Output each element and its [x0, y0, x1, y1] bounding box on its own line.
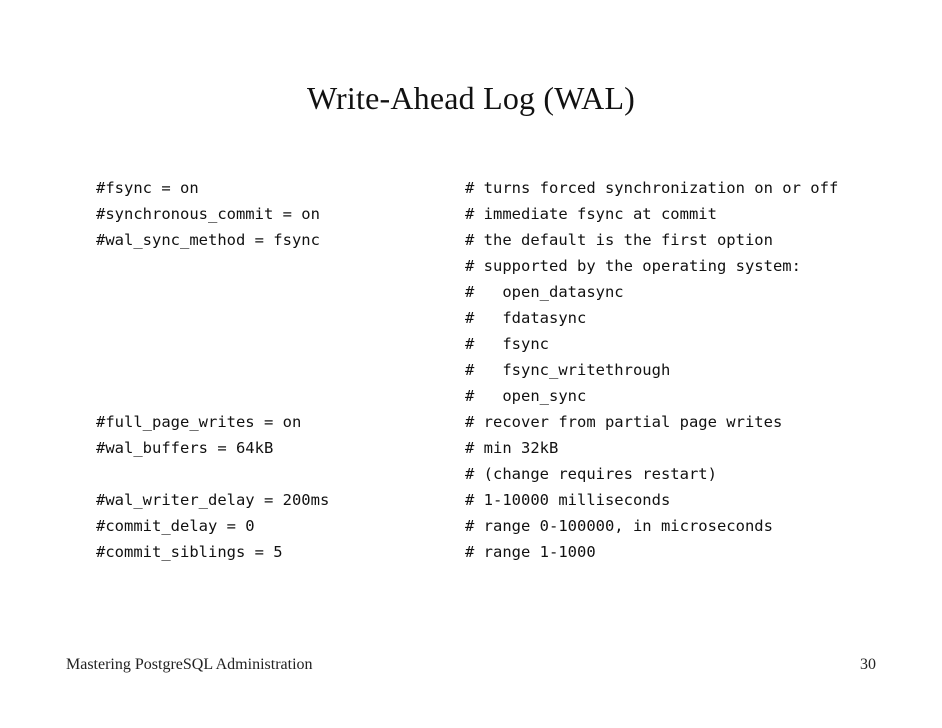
config-setting: #commit_delay = 0 — [96, 517, 255, 535]
config-setting: #wal_sync_method = fsync — [96, 231, 320, 249]
config-line — [0, 383, 942, 409]
config-line — [0, 357, 942, 383]
config-line — [0, 305, 942, 331]
config-setting: #full_page_writes = on — [96, 413, 302, 431]
config-line — [0, 513, 942, 539]
config-setting: #commit_siblings = 5 — [96, 543, 283, 561]
config-comment: # fdatasync — [465, 309, 587, 327]
config-line — [0, 253, 942, 279]
config-comment: # range 0-100000, in microseconds — [465, 517, 773, 535]
config-line — [0, 435, 942, 461]
config-line — [0, 409, 942, 435]
config-code-block — [0, 175, 942, 565]
config-line — [0, 201, 942, 227]
config-line — [0, 175, 942, 201]
config-comment: # min 32kB — [465, 439, 559, 457]
slide-title: Write-Ahead Log (WAL) — [306, 80, 636, 116]
config-comment: # recover from partial page writes — [465, 413, 783, 431]
config-comment: # immediate fsync at commit — [465, 205, 717, 223]
config-line — [0, 487, 942, 513]
config-comment: # open_sync — [465, 387, 587, 405]
config-comment: # range 1-1000 — [465, 543, 596, 561]
config-comment: # fsync_writethrough — [465, 361, 671, 379]
footer-course-title: Mastering PostgreSQL Administration — [66, 656, 313, 673]
config-comment: # supported by the operating system: — [465, 257, 801, 275]
config-comment: # turns forced synchronization on or off — [465, 179, 839, 197]
footer-page-number: 30 — [860, 656, 876, 673]
config-comment: # open_datasync — [465, 283, 624, 301]
config-comment: # fsync — [465, 335, 549, 353]
config-setting: #wal_buffers = 64kB — [96, 439, 274, 457]
config-setting: #wal_writer_delay = 200ms — [96, 491, 330, 509]
config-comment: # 1-10000 milliseconds — [465, 491, 671, 509]
config-line — [0, 461, 942, 487]
config-comment: # (change requires restart) — [465, 465, 717, 483]
config-line — [0, 331, 942, 357]
config-setting: #synchronous_commit = on — [96, 205, 320, 223]
config-setting: #fsync = on — [96, 179, 199, 197]
config-line — [0, 227, 942, 253]
config-comment: # the default is the first option — [465, 231, 773, 249]
config-line — [0, 279, 942, 305]
config-line — [0, 539, 942, 565]
